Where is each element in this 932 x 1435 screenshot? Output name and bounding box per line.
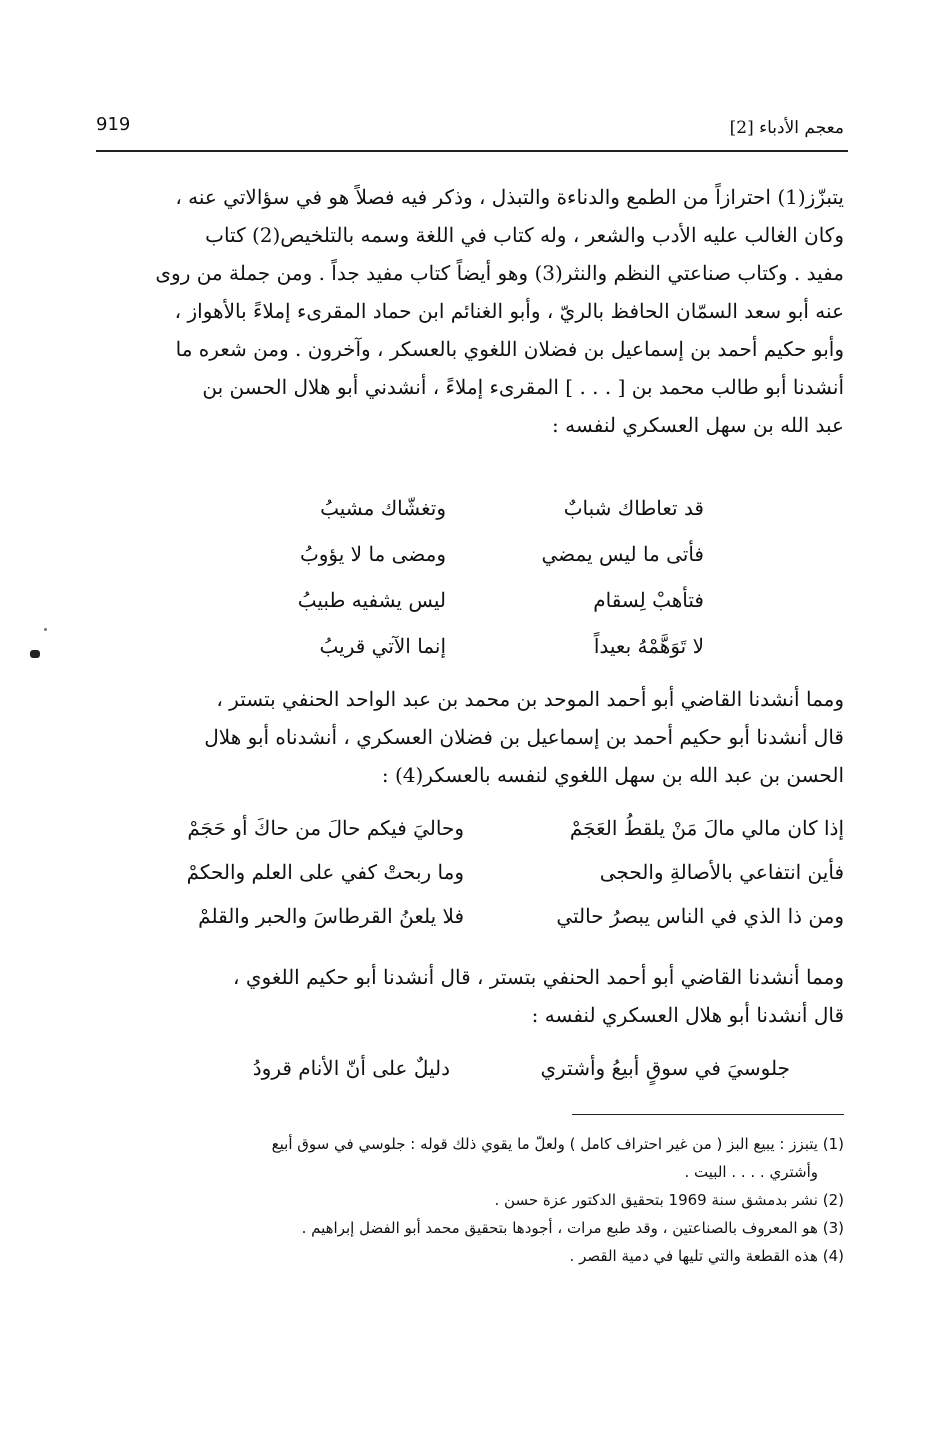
verse-line [96,808,844,848]
paragraph-2 [96,680,844,794]
footnote-1: (1) يتبزز : يبيع البز ( من غير احتراف كامل ) ولعلّ ما يقوي ذلك قوله : جلوسي في سوق أبيع [271,1135,844,1153]
footnote-rule [572,1114,844,1115]
verse-line [236,488,704,528]
verse-line [150,1048,790,1088]
second-hemistich: ومضى ما لا يؤوبُ [299,542,446,566]
text-line: ومما أنشدنا القاضي أبو أحمد الموحد بن محمد بن عبد الواحد الحنفي بتستر ، [216,687,844,711]
first-hemistich: جلوسيَ في سوقٍ أبيعُ وأشتري [540,1056,790,1080]
first-hemistich: فتأهبْ لِسقام [593,588,704,612]
running-header [96,108,844,148]
footnote-2: (2) نشر بدمشق سنة 1969 بتحقيق الدكتور عزة حسن . [494,1191,844,1209]
page-number: 919 [96,114,131,135]
verse-line [96,896,844,936]
second-hemistich: وحاليَ فيكم حالَ من حاكَ أو حَجَمْ [187,816,464,840]
footnote-4: (4) هذه القطعة والتي تليها في دمية القصر . [569,1247,844,1265]
second-hemistich: وما ربحتْ كفي على العلم والحكمْ [186,860,464,884]
first-hemistich: ومن ذا الذي في الناس يبصرُ حالتي [556,904,844,928]
text-line: قال أنشدنا أبو هلال العسكري لنفسه : [531,1003,844,1027]
first-hemistich: فأين انتفاعي بالأصالةِ والحجى [599,860,844,884]
poem-3 [150,1048,790,1088]
text-line: ومما أنشدنا القاضي أبو أحمد الحنفي بتستر ، قال أنشدنا أبو حكيم اللغوي ، [233,965,844,989]
second-hemistich: ليس يشفيه طبيبُ [297,588,446,612]
text-line: وكان الغالب عليه الأدب والشعر ، وله كتاب في اللغة وسمه بالتلخيص(2) كتاب [205,223,844,247]
verse-line [236,534,704,574]
verse-line [96,852,844,892]
footnotes [96,1130,844,1270]
text-line: عنه أبو سعد السمّان الحافظ بالريّ ، وأبو الغنائم ابن حماد المقرىء إملاءً بالأهواز ، [174,299,844,323]
verse-line [236,580,704,620]
poem-1 [236,488,704,666]
first-hemistich: فأتى ما ليس يمضي [541,542,704,566]
verse-line [236,626,704,666]
header-rule [96,150,848,152]
paragraph-1 [96,178,844,444]
text-line: قال أنشدنا أبو حكيم أحمد بن إسماعيل بن فضلان العسكري ، أنشدناه أبو هلال [204,725,844,749]
second-hemistich: دليلٌ على أنّ الأنام قرودُ [252,1056,450,1080]
first-hemistich: إذا كان مالي مالَ مَنْ يلقطُ العَجَمْ [569,816,844,840]
second-hemistich: فلا يلعنُ القرطاسَ والحبر والقلمْ [198,904,464,928]
first-hemistich: لا تَوَهَّمْهُ بعيداً [593,634,704,658]
paragraph-3 [96,958,844,1034]
running-title: معجم الأدباء [2] [729,118,844,138]
text-line: عبد الله بن سهل العسكري لنفسه : [552,413,844,437]
scan-speck [44,628,47,631]
footnote-1-continued: وأشتري . . . . البيت . [684,1163,818,1181]
first-hemistich: قد تعاطاك شبابٌ [563,496,704,520]
scan-blot [30,650,40,658]
text-line: أنشدنا أبو طالب محمد بن [ . . . ] المقرىء إملاءً ، أنشدني أبو هلال الحسن بن [202,375,844,399]
footnote-3: (3) هو المعروف بالصناعتين ، وقد طبع مرات ، أجودها بتحقيق محمد أبو الفضل إبراهيم . [301,1219,844,1237]
text-line: الحسن بن عبد الله بن سهل اللغوي لنفسه بالعسكر(4) : [381,763,844,787]
text-line: وأبو حكيم أحمد بن إسماعيل بن فضلان اللغوي بالعسكر ، وآخرون . ومن شعره ما [175,337,844,361]
second-hemistich: وتغشّاك مشيبُ [320,496,446,520]
second-hemistich: إنما الآتي قريبُ [319,634,446,658]
text-line: مفيد . وكتاب صناعتي النظم والنثر(3) وهو أيضاً كتاب مفيد جداً . ومن جملة من روى [155,261,844,285]
text-line: يتبزّز(1) احترازاً من الطمع والدناءة والتبذل ، وذكر فيه فصلاً هو في سؤالاتي عنه ، [175,185,844,209]
poem-2 [96,808,844,936]
